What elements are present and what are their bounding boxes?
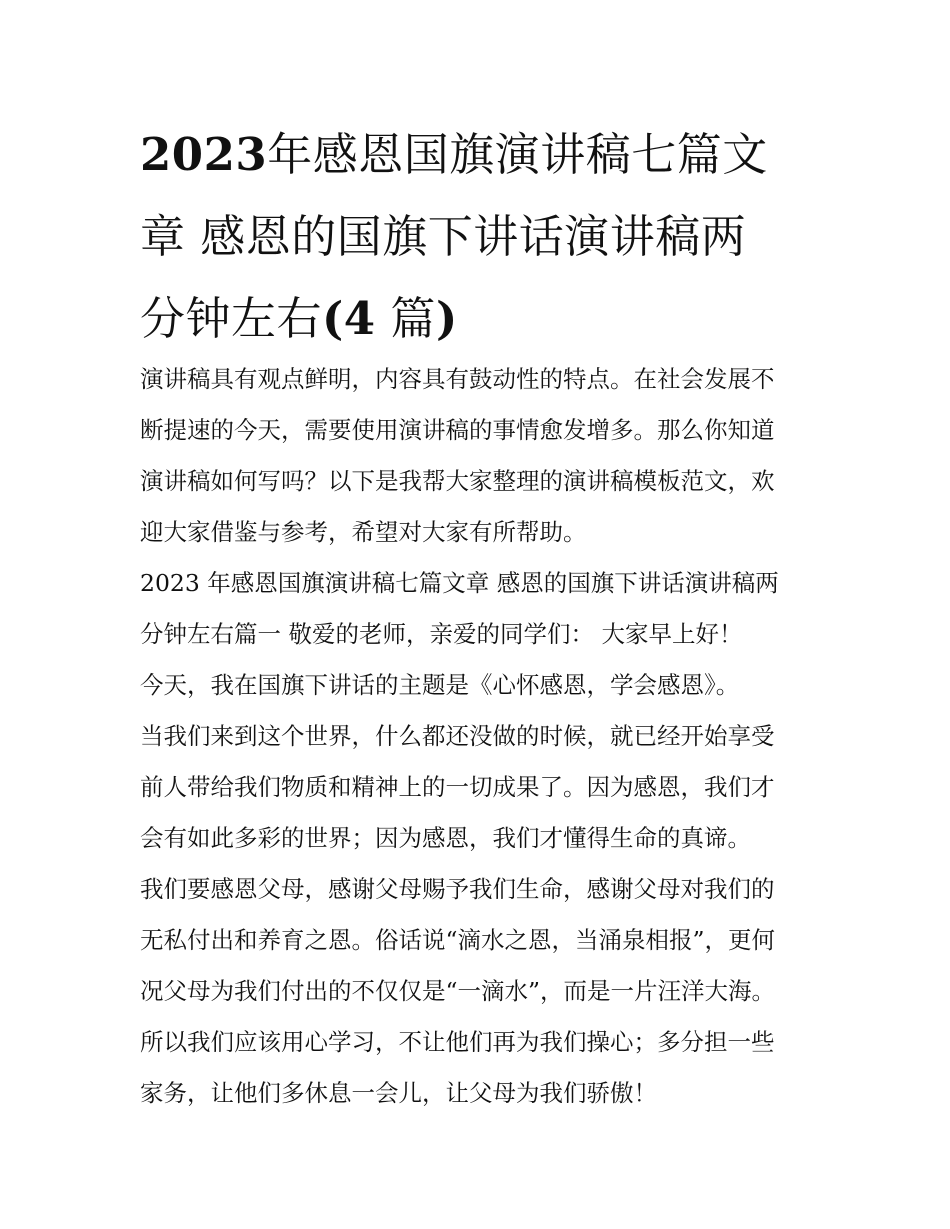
- body-line: 分钟左右篇一 敬爱的老师，亲爱的同学们： 大家早上好！: [140, 620, 743, 648]
- body-line: 迎大家借鉴与参考，希望对大家有所帮助。: [140, 518, 587, 546]
- body-line: 家务，让他们多休息一会儿，让父母为我们骄傲！: [140, 1079, 657, 1107]
- title-text-3: 分钟左右: [140, 292, 323, 345]
- title-line-1: [140, 114, 820, 196]
- body-line: 会有如此多彩的世界；因为感恩，我们才懂得生命的真谛。: [140, 824, 751, 852]
- body-line: 无私付出和养育之恩。俗话说“滴水之恩，当涌泉相报”，更何: [140, 926, 776, 954]
- body-line: 所以我们应该用心学习，不让他们再为我们操心；多分担一些: [140, 1028, 775, 1056]
- title-text-2: 章 感恩的国旗下讲话演讲稿两: [140, 210, 747, 263]
- body-line: 当我们来到这个世界，什么都还没做的时候，就已经开始享受: [140, 722, 775, 750]
- title-line-2: [140, 196, 820, 278]
- body-line: 我们要感恩父母，感谢父母赐予我们生命，感谢父母对我们的: [140, 875, 775, 903]
- body-line: 2023 年感恩国旗演讲稿七篇文章 感恩的国旗下讲话演讲稿两: [140, 569, 779, 597]
- body-line: 今天，我在国旗下讲话的主题是《心怀感恩，学会感恩》。: [140, 671, 740, 699]
- body-line: 断提速的今天，需要使用演讲稿的事情愈发增多。那么你知道: [140, 416, 775, 444]
- body-line: 况父母为我们付出的不仅仅是“一滴水”，而是一片汪洋大海。: [140, 977, 776, 1005]
- title-line-3: [140, 278, 820, 360]
- body-line: 演讲稿具有观点鲜明，内容具有鼓动性的特点。在社会发展不: [140, 365, 775, 393]
- document-title: [140, 114, 820, 360]
- title-count-unit: 篇: [375, 292, 436, 345]
- document-body: [140, 354, 830, 1119]
- title-text-1: 年感恩国旗演讲稿七篇文: [267, 128, 768, 181]
- title-year: 2023: [140, 128, 268, 181]
- title-count-close: ): [435, 292, 458, 345]
- body-line: 前人带给我们物质和精神上的一切成果了。因为感恩，我们才: [140, 773, 775, 801]
- title-count-open: (4: [322, 292, 376, 345]
- body-line: 演讲稿如何写吗？以下是我帮大家整理的演讲稿模板范文，欢: [140, 467, 775, 495]
